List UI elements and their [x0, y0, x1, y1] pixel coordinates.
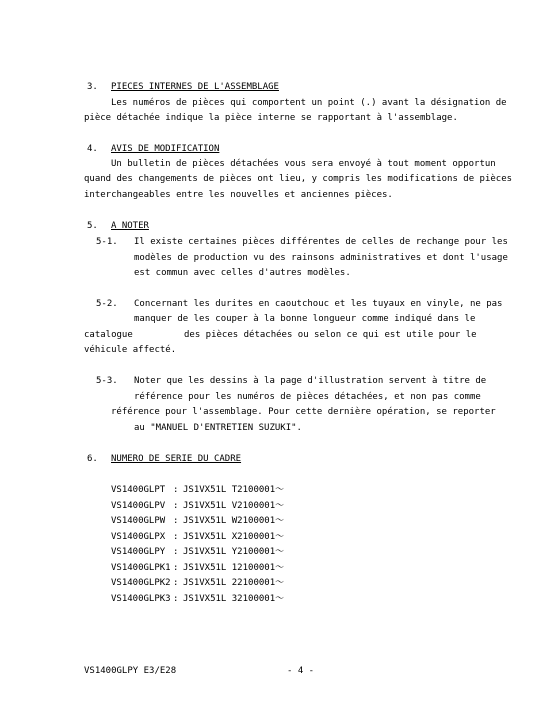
- model-code: VS1400GLPK3: [111, 594, 171, 604]
- separator: :: [173, 578, 179, 588]
- section-3-text-line-2: pièce détachée indique la pièce interne se rapportant à l'assemblage.: [84, 113, 458, 123]
- separator: :: [173, 563, 179, 573]
- serial-number: JS1VX51L 22100001～: [183, 578, 285, 588]
- separator: :: [173, 485, 179, 495]
- section-3-number: 3.: [87, 82, 98, 92]
- model-code: VS1400GLPT: [111, 485, 166, 495]
- frame-serial-row: [111, 545, 284, 560]
- note-5-3-line-1: Noter que les dessins à la page d'illustration servent à titre de: [134, 376, 487, 386]
- section-3-title: PIECES INTERNES DE L'ASSEMBLAGE: [111, 82, 279, 92]
- serial-number: JS1VX51L Y2100001～: [183, 547, 285, 557]
- section-4-text-line-3: interchangeables entre les nouvelles et anciennes pièces.: [84, 190, 393, 200]
- section-4-title: AVIS DE MODIFICATION: [111, 144, 220, 154]
- footer-document-code: VS1400GLPY E3/E28: [84, 666, 177, 676]
- serial-number: JS1VX51L 32100001～: [183, 594, 285, 604]
- frame-serial-row: [111, 592, 284, 607]
- frame-serial-row: [111, 576, 284, 591]
- note-5-2-line-2: manquer de les couper à la bonne longueur comme indiqué dans le: [134, 314, 476, 324]
- section-6-number: 6.: [87, 454, 98, 464]
- separator: :: [173, 501, 179, 511]
- note-5-2-line-3a: catalogue: [84, 330, 133, 340]
- section-3-text-line-1: Les numéros de pièces qui comportent un point (.) avant la désignation de: [111, 98, 507, 108]
- separator: :: [173, 516, 179, 526]
- note-5-2-line-4: véhicule affecté.: [84, 345, 177, 355]
- model-code: VS1400GLPK1: [111, 563, 171, 573]
- note-5-1-line-2: modèles de production vu des rainsons administratives et dont l'usage: [134, 253, 508, 263]
- model-code: VS1400GLPK2: [111, 578, 171, 588]
- section-4-text-line-2: quand des changements de pièces ont lieu, y compris les modifications de pièces: [84, 174, 513, 184]
- note-5-3-line-4: au "MANUEL D'ENTRETIEN SUZUKI".: [134, 423, 302, 433]
- section-4-number: 4.: [87, 144, 98, 154]
- frame-serial-row: [111, 530, 284, 545]
- note-5-2-number: 5-2.: [96, 299, 118, 309]
- model-code: VS1400GLPW: [111, 516, 166, 526]
- separator: :: [173, 547, 179, 557]
- separator: :: [173, 594, 179, 604]
- note-5-1-line-1: Il existe certaines pièces différentes de celles de rechange pour les: [134, 237, 508, 247]
- section-5-title: A NOTER: [111, 221, 149, 231]
- model-code: VS1400GLPY: [111, 547, 166, 557]
- model-code: VS1400GLPV: [111, 501, 166, 511]
- note-5-3-line-2: référence pour les numéros de pièces détachées, et non pas comme: [134, 392, 481, 402]
- serial-number: JS1VX51L T2100001～: [183, 485, 285, 495]
- note-5-1-line-3: est commun avec celles d'autres modèles.: [134, 268, 351, 278]
- frame-serial-row: [111, 499, 284, 514]
- section-5-number: 5.: [87, 221, 98, 231]
- note-5-3-number: 5-3.: [96, 376, 118, 386]
- serial-number: JS1VX51L X2100001～: [183, 532, 285, 542]
- model-code: VS1400GLPX: [111, 532, 166, 542]
- footer-page-number: - 4 -: [287, 666, 315, 676]
- serial-number: JS1VX51L W2100001～: [183, 516, 285, 526]
- note-5-1-number: 5-1.: [96, 237, 118, 247]
- section-6-title: NUMERO DE SERIE DU CADRE: [111, 454, 242, 464]
- note-5-3-line-3: référence pour l'assemblage. Pour cette dernière opération, se reporter: [111, 407, 496, 417]
- frame-serial-row: [111, 514, 284, 529]
- separator: :: [173, 532, 179, 542]
- note-5-2-line-3b: des pièces détachées ou selon ce qui est utile pour le: [184, 330, 477, 340]
- note-5-2-line-1: Concernant les durites en caoutchouc et les tuyaux en vinyle, ne pas: [134, 299, 503, 309]
- section-4-text-line-1: Un bulletin de pièces détachées vous sera envoyé à tout moment opportun: [111, 159, 496, 169]
- serial-number: JS1VX51L 12100001～: [183, 563, 285, 573]
- serial-number: JS1VX51L V2100001～: [183, 501, 285, 511]
- frame-serial-row: [111, 561, 284, 576]
- frame-serial-row: [111, 483, 284, 498]
